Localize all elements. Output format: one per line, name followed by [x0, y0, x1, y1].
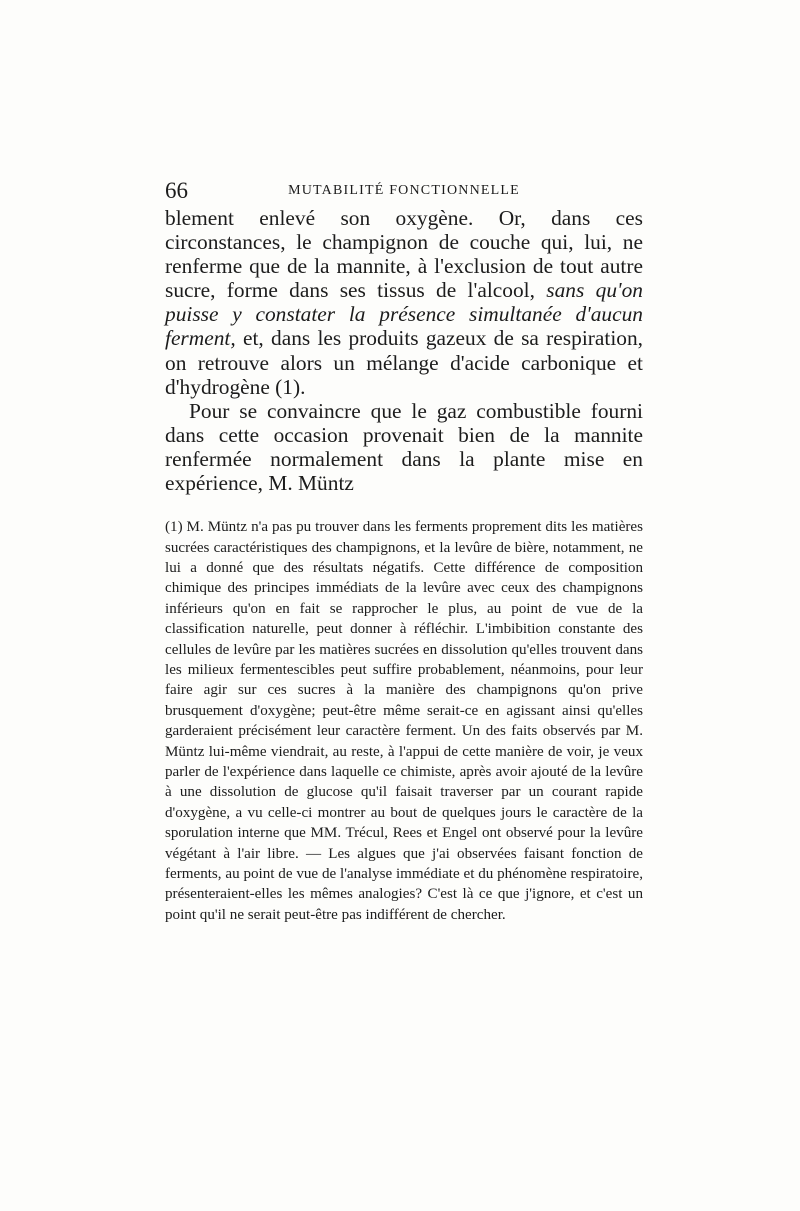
body-paragraph-2: Pour se convaincre que le gaz combustible fourni dans cette occasion provenait bien de la mannite renfermée normalement dans la plante mise en expérience, M. Müntz: [165, 398, 643, 496]
italic-phrase: sans qu'on puisse y constater la présence simultanée d'aucun ferment,: [165, 278, 643, 351]
body-paragraph-1: [165, 206, 643, 399]
running-title: MUTABILITÉ FONCTIONNELLE: [288, 183, 520, 198]
paragraph-1-continuation: et, dans les produits gazeux de sa respiration, on retrouve alors un mélange d'acide carbonique et d'hydrogène (1).: [165, 326, 644, 399]
running-head: [165, 178, 643, 206]
footnote: (1) M. Müntz n'a pas pu trouver dans les ferments proprement dits les matières sucrées caractéristiques des champignons, et la levûre de bière, notamment, ne lui a donné que des résultats négatifs. Cette différence de composition chimique des principes immédiats de la levûre avec ceux des champignons inférieurs qu'on en fait se rapprocher le plus, au point de vue de la classification naturelle, peut donner à réfléchir. L'imbibition constante des cellules de levûre par les matières sucrées en dissolution qu'elles trouvent dans les milieux fermentescibles peut suffire probablement, néanmoins, pour leur faire agir sur ces sucres à la manière des champignons qu'on prive brusquement d'oxygène; peut-être même serait-ce en agissant ainsi qu'elles garderaient précisément leur caractère ferment. Un des faits observés par M. Müntz lui-même viendrait, au reste, à l'appui de cette manière de voir, je veux parler de l'expérience dans laquelle ce chimiste, après avoir ajouté de la levûre à une dissolution de glucose qu'il faisait traverser par un courant rapide d'oxygène, a vu celle-ci montrer au bout de quelques jours le caractère de la sporulation interne que MM. Trécul, Rees et Engel ont observé pour la levûre végétant à l'air libre. — Les algues que j'ai observées faisant fonction de ferments, au point de vue de l'analyse immédiate et du phénomène respiratoire, présenteraient-elles les mêmes analogies? C'est là ce que j'ignore, et c'est un point qu'il ne serait peut-être pas indifférent de chercher.: [165, 519, 643, 923]
book-page: [165, 178, 643, 925]
paragraph-1-text: blement enlevé son oxygène. Or, dans ces circonstances, le champignon de couche qui, lui, ne renferme que de la mannite, à l'exclusion de tout autre sucre, forme dans ses tissus de l'alcool,: [165, 206, 643, 303]
main-text: [165, 206, 643, 495]
page-number: 66: [165, 178, 188, 203]
